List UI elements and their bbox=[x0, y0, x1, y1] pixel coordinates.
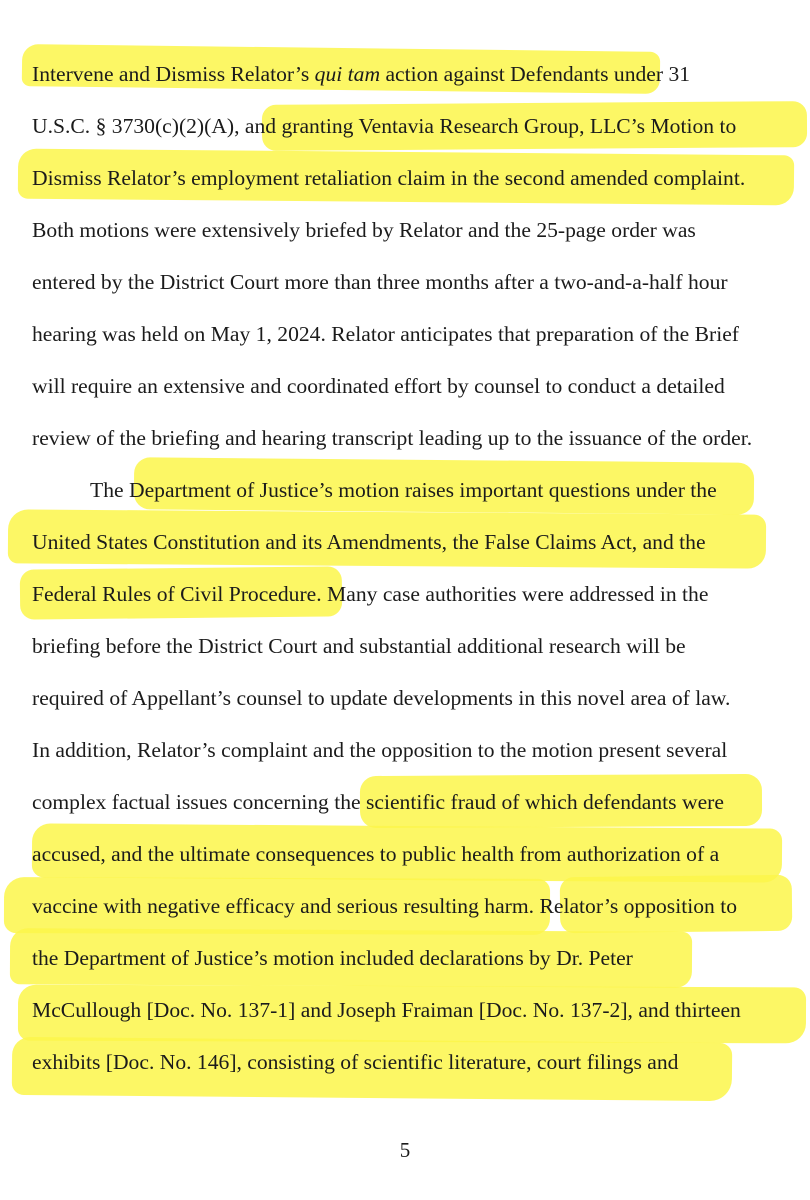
text-line: briefing before the District Court and substantial additional research will be bbox=[32, 634, 686, 658]
text-line: In addition, Relator’s complaint and the opposition to the motion present several bbox=[32, 738, 728, 762]
text-line: Dismiss Relator’s employment retaliation claim in the second amended complaint. bbox=[32, 166, 746, 190]
italic-phrase: qui tam bbox=[314, 62, 381, 86]
text-line: Intervene and Dismiss Relator’s qui tam action against Defendants under 31 bbox=[32, 62, 691, 86]
text-line: the Department of Justice’s motion included declarations by Dr. Peter bbox=[32, 946, 633, 970]
text-line: Federal Rules of Civil Procedure. Many case authorities were addressed in the bbox=[32, 582, 709, 606]
text-line: accused, and the ultimate consequences to public health from authorization of a bbox=[32, 842, 720, 866]
text-line: will require an extensive and coordinated effort by counsel to conduct a detailed bbox=[32, 374, 725, 398]
text-line: United States Constitution and its Amendments, the False Claims Act, and the bbox=[32, 530, 706, 554]
text-line: The Department of Justice’s motion raises important questions under the bbox=[90, 478, 717, 502]
text-line: complex factual issues concerning the scientific fraud of which defendants were bbox=[32, 790, 724, 814]
text-line: review of the briefing and hearing transcript leading up to the issuance of the order. bbox=[32, 426, 753, 450]
text-line: entered by the District Court more than three months after a two-and-a-half hour bbox=[32, 270, 728, 294]
text-line: Both motions were extensively briefed by Relator and the 25-page order was bbox=[32, 218, 696, 242]
text-line: U.S.C. § 3730(c)(2)(A), and granting Ventavia Research Group, LLC’s Motion to bbox=[32, 114, 737, 138]
page-number: 5 bbox=[399, 1138, 411, 1162]
text-line: required of Appellant’s counsel to update developments in this novel area of law. bbox=[32, 686, 731, 710]
text-line: hearing was held on May 1, 2024. Relator anticipates that preparation of the Brief bbox=[32, 322, 739, 346]
text-line: exhibits [Doc. No. 146], consisting of scientific literature, court filings and bbox=[32, 1050, 679, 1074]
text-line: vaccine with negative efficacy and serious resulting harm. Relator’s opposition to bbox=[32, 894, 738, 918]
text-line: McCullough [Doc. No. 137-1] and Joseph Fraiman [Doc. No. 137-2], and thirteen bbox=[32, 998, 741, 1022]
